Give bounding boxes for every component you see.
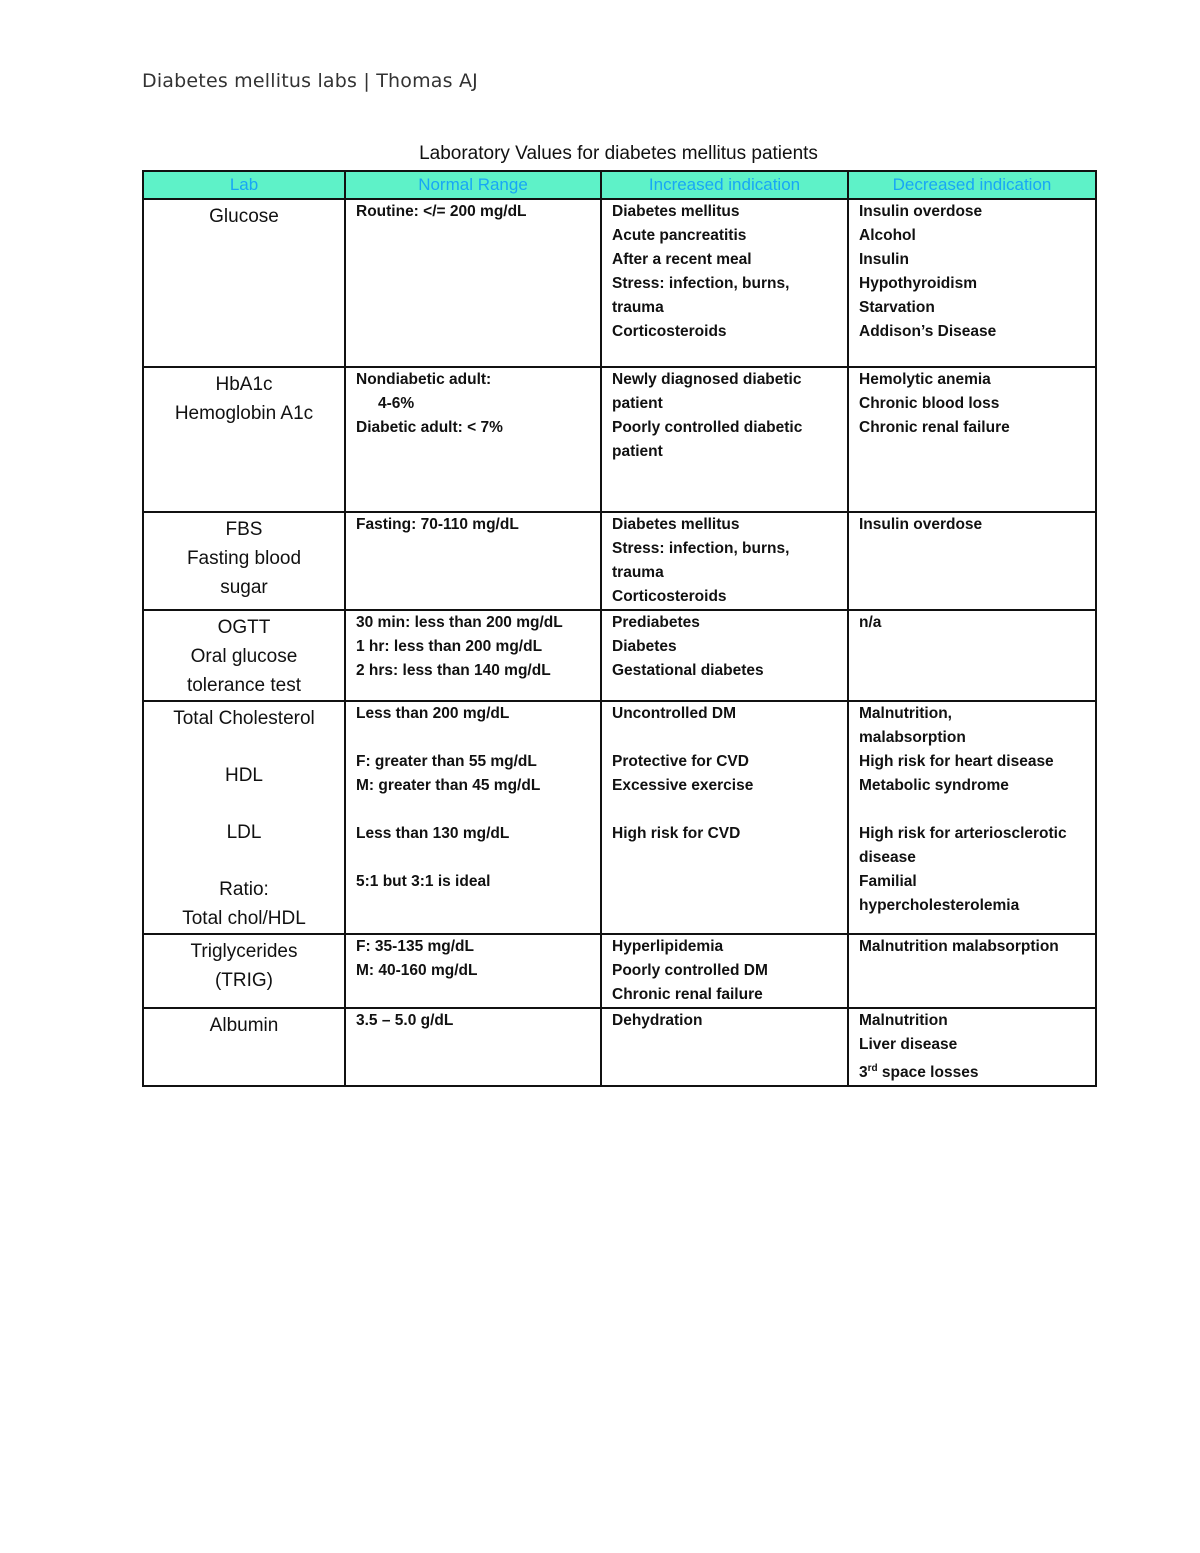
table-row-hba1c (143, 367, 1096, 512)
normal-range-cell: Nondiabetic adult: 4-6% Diabetic adult: < 7% (345, 367, 601, 512)
decreased-cell: Hemolytic anemia Chronic blood loss Chronic renal failure (848, 367, 1096, 512)
increased-cell: Prediabetes Diabetes Gestational diabetes (601, 610, 848, 701)
page-header: Diabetes mellitus labs | Thomas AJ (142, 70, 478, 92)
decreased-cell: Insulin overdose (848, 512, 1096, 610)
column-header-decreased: Decreased indication (848, 171, 1096, 199)
column-header-normal-range: Normal Range (345, 171, 601, 199)
increased-cell: Diabetes mellitus Stress: infection, burns, trauma Corticosteroids (601, 512, 848, 610)
increased-cell: Uncontrolled DM Protective for CVD Excessive exercise High risk for CVD (601, 701, 848, 934)
column-header-lab: Lab (143, 171, 345, 199)
normal-range-cell: 30 min: less than 200 mg/dL 1 hr: less than 200 mg/dL 2 hrs: less than 140 mg/dL (345, 610, 601, 701)
lab-name: HbA1c Hemoglobin A1c (143, 367, 345, 512)
table-row-ogtt (143, 610, 1096, 701)
table-row-fbs (143, 512, 1096, 610)
table-row-albumin (143, 1008, 1096, 1086)
decreased-cell: n/a (848, 610, 1096, 701)
decreased-cell: Malnutrition malabsorption (848, 934, 1096, 1008)
lab-name: Triglycerides (TRIG) (143, 934, 345, 1008)
lab-name: Albumin (143, 1008, 345, 1086)
table-row-triglycerides (143, 934, 1096, 1008)
lab-values-table (142, 170, 1097, 1087)
table-row-cholesterol (143, 701, 1096, 934)
lab-name: OGTT Oral glucose tolerance test (143, 610, 345, 701)
table-header-row (143, 171, 1096, 199)
lab-name: Glucose (143, 199, 345, 367)
column-header-increased: Increased indication (601, 171, 848, 199)
table-title: Laboratory Values for diabetes mellitus patients (419, 143, 818, 164)
lab-name: FBS Fasting blood sugar (143, 512, 345, 610)
decreased-cell: Malnutrition, malabsorption High risk for heart disease Metabolic syndrome High risk for arteriosclerotic disease Familial hypercholesterolemia (848, 701, 1096, 934)
normal-range-cell: Fasting: 70-110 mg/dL (345, 512, 601, 610)
normal-range-cell: Routine: </= 200 mg/dL (345, 199, 601, 367)
table-row-glucose (143, 199, 1096, 367)
increased-cell: Newly diagnosed diabetic patient Poorly controlled diabetic patient (601, 367, 848, 512)
decreased-cell: Malnutrition Liver disease 3rd space losses (848, 1008, 1096, 1086)
normal-range-cell: 3.5 – 5.0 g/dL (345, 1008, 601, 1086)
normal-range-cell: Less than 200 mg/dL F: greater than 55 mg/dL M: greater than 45 mg/dL Less than 130 mg/dL 5:1 but 3:1 is ideal (345, 701, 601, 934)
increased-cell: Dehydration (601, 1008, 848, 1086)
lab-name: Total Cholesterol HDL LDL Ratio: Total chol/HDL (143, 701, 345, 934)
decreased-cell: Insulin overdose Alcohol Insulin Hypothyroidism Starvation Addison’s Disease (848, 199, 1096, 367)
increased-cell: Diabetes mellitus Acute pancreatitis After a recent meal Stress: infection, burns, trauma Corticosteroids (601, 199, 848, 367)
increased-cell: Hyperlipidemia Poorly controlled DM Chronic renal failure (601, 934, 848, 1008)
normal-range-cell: F: 35-135 mg/dL M: 40-160 mg/dL (345, 934, 601, 1008)
